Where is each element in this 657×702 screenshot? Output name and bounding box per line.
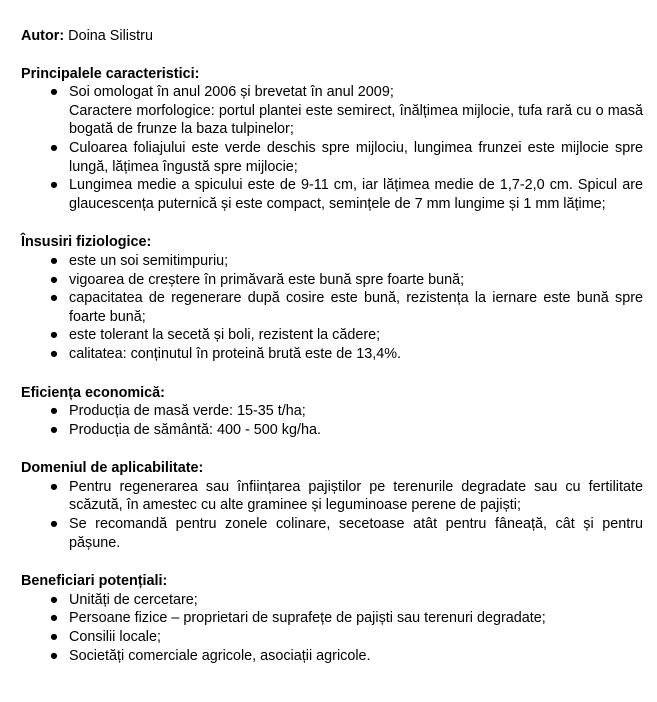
- section-title: Eficiența economică:: [21, 384, 165, 401]
- bullet-list: [21, 402, 643, 439]
- list-item-text: vigoarea de creștere în primăvară este bună spre foarte bună;: [69, 271, 465, 288]
- list-item-text: este tolerant la secetă și boli, rezistent la cădere;: [69, 327, 381, 344]
- list-item-text: capacitatea de regenerare după cosire este bună, rezistența la iernare este bună spre foarte bună;: [69, 290, 643, 325]
- list-item: [21, 345, 643, 364]
- bullet-icon: ●: [49, 139, 59, 156]
- sections-container: [21, 65, 643, 666]
- list-item: [21, 326, 643, 345]
- list-item-text: Societăți comerciale agricole, asociații agricole.: [69, 647, 371, 664]
- bullet-icon: ●: [49, 345, 59, 362]
- section-title: Domeniul de aplicabilitate:: [21, 460, 204, 477]
- bullet-icon: ●: [49, 403, 59, 420]
- section-insusiri-fiziologice: [21, 233, 643, 363]
- list-item-text: Producția de masă verde: 15-35 t/ha;: [69, 403, 306, 420]
- list-item: [21, 609, 643, 628]
- list-item-text: Pentru regenerarea sau înființarea pajiștilor pe terenurile degradate sau cu fertilitate scăzută, în amestec cu alte graminee și leguminoase perene de pajiști;: [69, 478, 643, 514]
- bullet-icon: ●: [49, 629, 59, 646]
- list-item-text: Se recomandă pentru zonele colinare, secetoase atât pentru fâneață, cât și pentru pășune.: [69, 516, 643, 551]
- bullet-list: [21, 83, 643, 213]
- section-domeniul-de-aplicabilitate: [21, 459, 643, 552]
- bullet-icon: ●: [49, 84, 59, 101]
- list-item: [21, 271, 643, 290]
- list-item: [21, 289, 643, 326]
- list-item: [21, 478, 643, 515]
- bullet-icon: ●: [49, 177, 59, 194]
- section-eficienta-economica: [21, 384, 643, 440]
- list-item-text: Culoarea foliajului este verde deschis spre mijlociu, lungimea frunzei este mijlocie spre lungă, lățimea îngustă spre mijlocie;: [69, 139, 643, 175]
- section-beneficiari-potentiali: [21, 572, 643, 665]
- bullet-icon: ●: [49, 421, 59, 438]
- bullet-icon: ●: [49, 647, 59, 664]
- list-item-text: este un soi semitimpuriu;: [69, 252, 229, 269]
- bullet-icon: ●: [49, 516, 59, 533]
- author-name: Doina Silistru: [64, 28, 153, 44]
- list-item-text: Lungimea medie a spicului este de 9-11 cm, iar lățimea medie de 1,7-2,0 cm. Spicul are glaucescența puternică și este compact, semințele de 7 mm lungime și 1 mm lățime;: [69, 177, 643, 212]
- section-title: Principalele caracteristici:: [21, 65, 200, 82]
- section-title: Însusiri fiziologice:: [21, 234, 152, 251]
- list-item-text: Producția de sământă: 400 - 500 kg/ha.: [69, 421, 321, 438]
- list-item-text: Caractere morfologice: portul plantei este semirect, înălțimea mijlocie, tufa rară cu o masă bogată de frunze la baza tulpinelor;: [69, 102, 643, 138]
- list-item-text: Soi omologat în anul 2006 și brevetat în anul 2009;: [69, 84, 394, 101]
- list-item: [21, 83, 643, 139]
- author-line: [21, 27, 643, 46]
- section-title: Beneficiari potențiali:: [21, 573, 168, 590]
- bullet-icon: ●: [49, 327, 59, 344]
- list-item-text: Persoane fizice – proprietari de suprafețe de pajiști sau terenuri degradate;: [69, 610, 546, 627]
- list-item-text: Consilii locale;: [69, 629, 161, 646]
- bullet-icon: ●: [49, 252, 59, 269]
- list-item: [21, 176, 643, 213]
- bullet-icon: ●: [49, 271, 59, 288]
- list-item: [21, 252, 643, 271]
- section-principalele-caracteristici: [21, 65, 643, 214]
- list-item-text: calitatea: conținutul în proteină brută este de 13,4%.: [69, 345, 402, 362]
- author-label: Autor:: [21, 28, 65, 44]
- list-item: [21, 139, 643, 176]
- list-item: [21, 402, 643, 421]
- list-item: [21, 421, 643, 440]
- list-item: [21, 515, 643, 552]
- list-item-text: Unități de cercetare;: [69, 591, 198, 608]
- bullet-icon: ●: [49, 478, 59, 495]
- bullet-list: [21, 252, 643, 364]
- bullet-list: [21, 478, 643, 552]
- bullet-icon: ●: [49, 610, 59, 627]
- list-item: [21, 647, 643, 666]
- list-item: [21, 628, 643, 647]
- bullet-icon: ●: [49, 591, 59, 608]
- bullet-list: [21, 591, 643, 665]
- list-item: [21, 591, 643, 610]
- bullet-icon: ●: [49, 290, 59, 307]
